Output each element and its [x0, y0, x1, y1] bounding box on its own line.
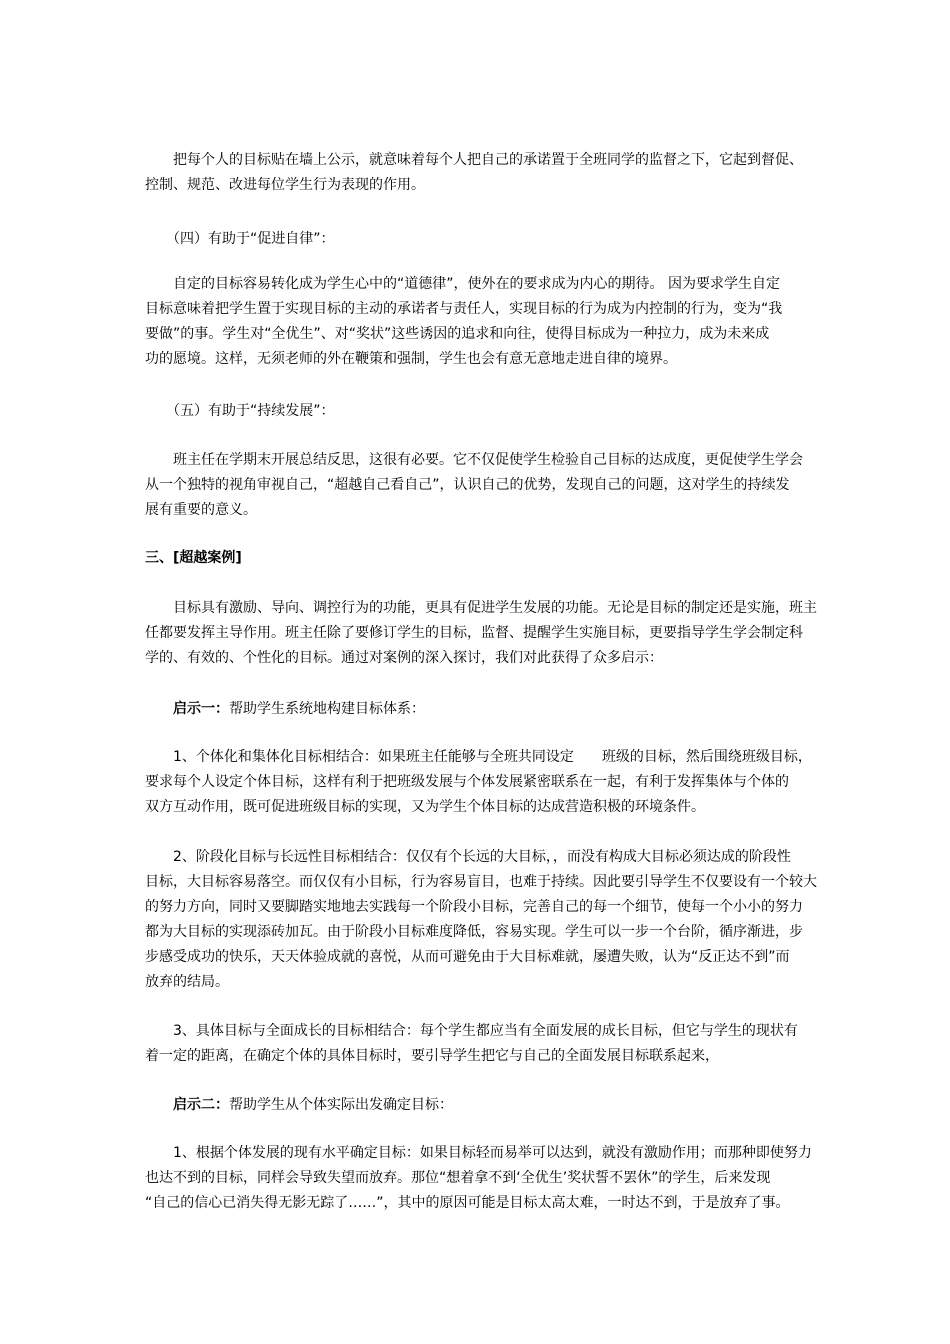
paragraph-point-specific-overall [145, 1019, 809, 1069]
insight-one-heading [145, 697, 809, 722]
text-line: 2、阶段化目标与长远性目标相结合：仅仅有个长远的大目标，，而没有构成大目标必须达成的阶段性 [145, 849, 791, 865]
text-line: 放弃的结局。 [145, 974, 229, 990]
paragraph-point-current-level [145, 1141, 812, 1216]
text-line: 展有重要的意义。 [145, 502, 257, 518]
insight-lead: 启示二： [145, 1097, 229, 1113]
text-line: 功的愿境。这样，无须老师的外在鞭策和强制，学生也会有意无意地走进自律的境界。 [145, 351, 677, 367]
text-line: 控制、规范、改进每位学生行为表现的作用。 [145, 177, 425, 193]
text-line: 班主任在学期末开展总结反思，这很有必要。它不仅促使学生检验自己目标的达成度，更促使学生学会 [145, 452, 803, 468]
insight-text: 帮助学生系统地构建目标体系： [229, 701, 425, 717]
text-line: 双方互动作用，既可促进班级目标的实现，又为学生个体目标的达成营造积极的环境条件。 [145, 799, 705, 815]
subheading-self-discipline [145, 227, 809, 252]
text-line: 1、根据个体发展的现有水平确定目标：如果目标轻而易举可以达到，就没有激励作用；而那种即使努力 [145, 1145, 812, 1161]
paragraph-self-discipline [145, 272, 809, 372]
text-line: 自定的目标容易转化成为学生心中的“道德律”，使外在的要求成为内心的期待。 因为要求学生自定 [145, 276, 780, 292]
text-line: 目标具有激励、导向、调控行为的功能，更具有促进学生发展的功能。无论是目标的制定还是实施，班主 [145, 600, 817, 616]
insight-lead: 启示一： [145, 701, 229, 717]
paragraph-reflection [145, 448, 809, 523]
text-line: 三、[超越案例] [145, 550, 242, 566]
text-line: “自己的信心已消失得无影无踪了……”，其中的原因可能是目标太高太难，一时达不到，于是放弃了事。 [145, 1195, 790, 1211]
insight-text: 帮助学生从个体实际出发确定目标： [229, 1097, 453, 1113]
text-line: 3、具体目标与全面成长的目标相结合：每个学生都应当有全面发展的成长目标，但它与学生的现状有 [145, 1023, 798, 1039]
paragraph-point-staged-longterm [145, 845, 817, 995]
text-line: （四）有助于“促进自律”： [145, 231, 335, 247]
paragraph-goal-functions [145, 596, 817, 671]
text-line: 任都要发挥主导作用。班主任除了要修订学生的目标，监督、提醒学生实施目标，更要指导学生学会制定科 [145, 625, 803, 641]
text-line: 目标，大目标容易落空。而仅仅有小目标，行为容易盲目，也难于持续。因此要引导学生不仅要设有一个较大 [145, 874, 817, 890]
text-line: 从一个独特的视角审视自己，“超越自己看自己”，认识自己的优势，发现自己的问题，这对学生的持续发 [145, 477, 790, 493]
text-line: 把每个人的目标贴在墙上公示，就意味着每个人把自己的承诺置于全班同学的监督之下，它起到督促、 [145, 152, 803, 168]
text-line: 着一定的距离，在确定个体的具体目标时，要引导学生把它与自己的全面发展目标联系起来， [145, 1048, 719, 1064]
text-line: 的努力方向，同时又要脚踏实地地去实践每一个阶段小目标，完善自己的每一个细节，使每一个小小的努力 [145, 899, 803, 915]
text-line: 要求每个人设定个体目标，这样有利于把班级发展与个体发展紧密联系在一起，有利于发挥集体与个体的 [145, 774, 789, 790]
subheading-sustainable-development [145, 399, 809, 424]
paragraph-point-individual-collective [145, 745, 812, 820]
section-heading-cases [145, 546, 809, 571]
text-line: （五）有助于“持续发展”： [145, 403, 335, 419]
text-line: 学的、有效的、个性化的目标。通过对案例的深入探讨，我们对此获得了众多启示： [145, 650, 663, 666]
text-line [145, 1093, 809, 1118]
text-line: 都为大目标的实现添砖加瓦。由于阶段小目标难度降低，容易实现。学生可以一步一个台阶，循序渐进，步 [145, 924, 803, 940]
text-line: 步感受成功的快乐，天天体验成就的喜悦，从而可避免由于大目标难就，屡遭失败，认为“反正达不到”而 [145, 949, 790, 965]
text-line: 要做”的事。学生对“全优生”、对“奖状”这些诱因的追求和向往，使得目标成为一种拉力，成为未来成 [145, 326, 770, 342]
text-line: 也达不到的目标，同样会导致失望而放弃。那位“想着拿不到‘全优生’奖状誓不罢休”的学生，后来发现 [145, 1170, 771, 1186]
insight-two-heading [145, 1093, 809, 1118]
text-line: 目标意味着把学生置于实现目标的主动的承诺者与责任人，实现目标的行为成为内控制的行为，变为“我 [145, 301, 783, 317]
paragraph-goal-public [145, 148, 809, 198]
text-line: 1、个体化和集体化目标相结合：如果班主任能够与全班共同设定 班级的目标，然后围绕班级目标， [145, 749, 812, 765]
text-line [145, 697, 809, 722]
